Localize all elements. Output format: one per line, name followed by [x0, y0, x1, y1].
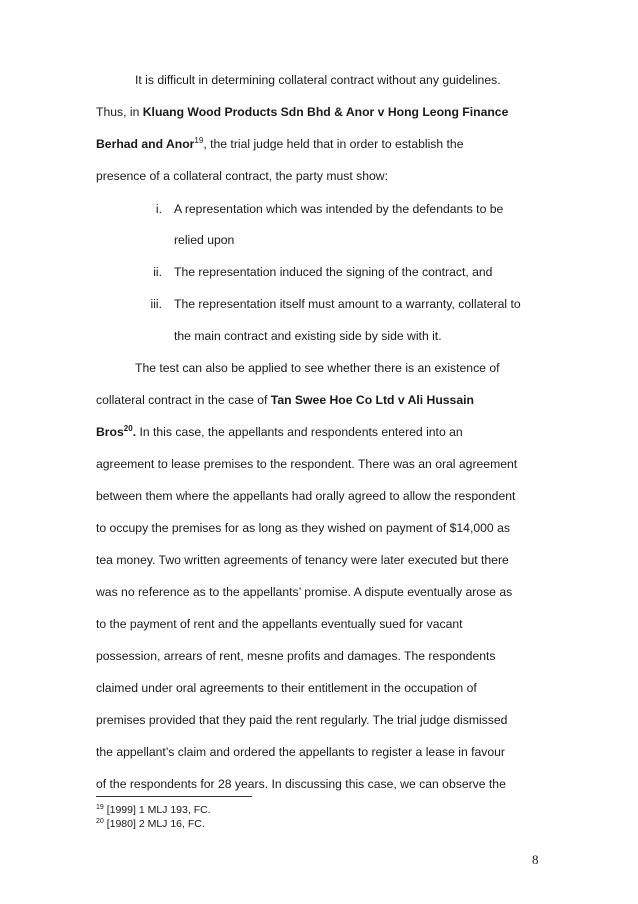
list-number: iii. [150, 297, 162, 311]
list-item-text: The representation itself must amount to a warranty, collateral to [174, 297, 521, 311]
case-name: Tan Swee Hoe Co Ltd v Ali Hussain [270, 393, 474, 407]
para2-line7: tea money. Two written agreements of tenancy were later executed but there [96, 553, 509, 567]
para1-line2: Thus, in Kluang Wood Products Sdn Bhd & Anor v Hong Leong Finance [96, 105, 509, 119]
footnote-ref: 20 [123, 424, 133, 433]
para1-line1: It is difficult in determining collateral contract without any guidelines. [135, 73, 501, 87]
list-item-text: A representation which was intended by the defendants to be [174, 202, 504, 216]
para2-line5: between them where the appellants had orally agreed to allow the respondent [96, 489, 516, 503]
para2-line12: premises provided that they paid the rent regularly. The trial judge dismissed [96, 713, 508, 727]
para2-line9: to the payment of rent and the appellants eventually sued for vacant [96, 617, 463, 631]
para2-line11: claimed under oral agreements to their entitlement in the occupation of [96, 681, 477, 695]
para2-line8: was no reference as to the appellants’ promise. A dispute eventually arose as [96, 585, 513, 599]
list-item-text: relied upon [174, 233, 235, 247]
para2-line2: collateral contract in the case of Tan Swee Hoe Co Ltd v Ali Hussain [96, 393, 474, 407]
para1-line4: presence of a collateral contract, the party must show: [96, 169, 388, 183]
para2-line4: agreement to lease premises to the respondent. There was an oral agreement [96, 457, 518, 471]
case-name: Bros [96, 425, 124, 439]
para2-line14: of the respondents for 28 years. In discussing this case, we can observe the [96, 777, 506, 791]
footnote-ref: 19 [194, 136, 204, 145]
page-number: 8 [532, 852, 539, 867]
para2-line1: The test can also be applied to see whether there is an existence of [135, 361, 500, 375]
para2-line10: possession, arrears of rent, mesne profits and damages. The respondents [96, 649, 496, 663]
list-item-text: the main contract and existing side by side with it. [174, 329, 442, 343]
para2-line3: Bros$^{20}$. In this case, the appellants and respondents entered into an [96, 424, 463, 439]
para1-line3: Berhad and Anor$^{19}$, the trial judge held that in order to establish the [96, 136, 464, 151]
list-number: ii. [153, 265, 162, 279]
footnote: $^{20}$ [1980] 2 MLJ 16, FC. [96, 818, 205, 830]
para2-line13: the appellant’s claim and ordered the appellants to register a lease in favour [96, 745, 505, 759]
case-name: Berhad and Anor [96, 137, 195, 151]
case-name: Kluang Wood Products Sdn Bhd & Anor v Hong Leong Finance [142, 105, 509, 119]
footnote: $^{19}$ [1999] 1 MLJ 193, FC. [96, 804, 211, 816]
para2-line6: to occupy the premises for as long as they wished on payment of $14,000 as [96, 521, 510, 535]
list-item-text: The representation induced the signing of the contract, and [174, 265, 493, 279]
footnote-separator [96, 796, 252, 797]
list-number: i. [155, 202, 162, 216]
